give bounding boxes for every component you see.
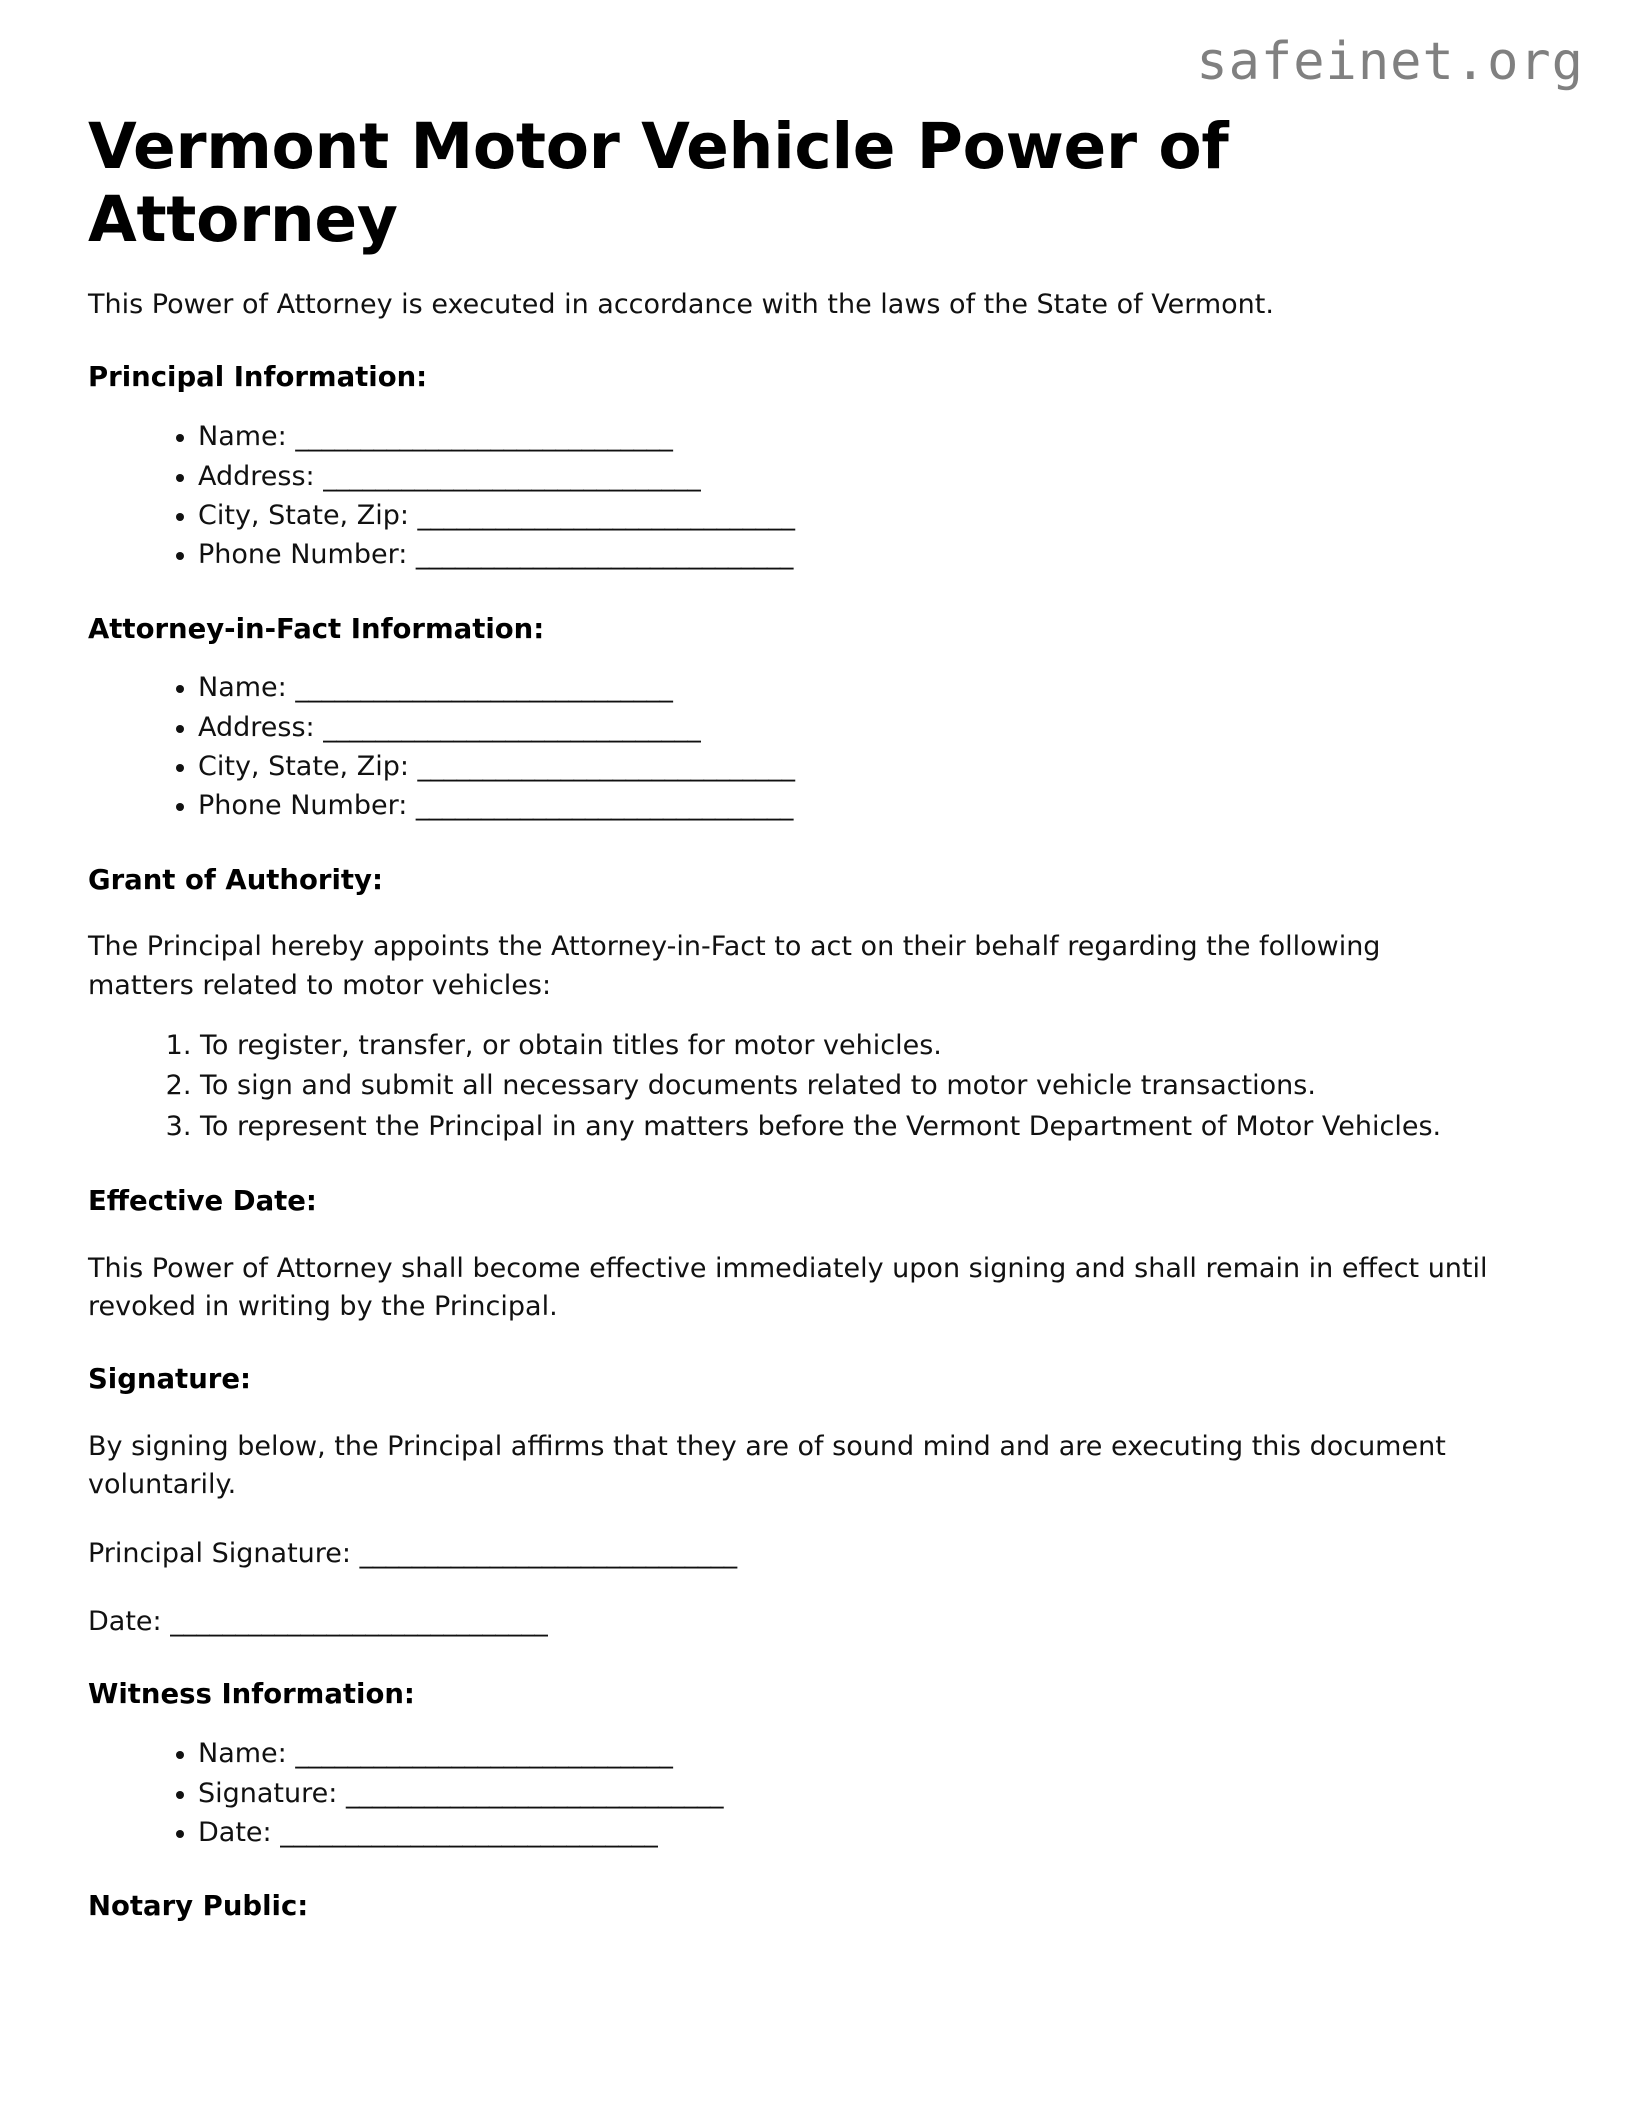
list-item (198, 1814, 1508, 1853)
list-item (198, 536, 1508, 575)
field-label: Principal Signature: (88, 1537, 351, 1569)
heading-principal-information: Principal Information: (88, 361, 428, 394)
field-label: City, State, Zip: (198, 499, 409, 531)
principal-field-list (88, 396, 1508, 575)
signature-body: By signing below, the Principal affirms that they are of sound mind and are executing this document voluntarily. (88, 1431, 1446, 1501)
heading-grant-of-authority: Grant of Authority: (88, 863, 383, 896)
field-label: Name: (198, 1738, 287, 1770)
field-label: Name: (198, 421, 287, 453)
list-item (198, 458, 1508, 497)
grant-of-authority-intro: The Principal hereby appoints the Attorney-in-Fact to act on their behalf regarding the following matters related to motor vehicles: (88, 931, 1381, 1001)
fill-in-blank[interactable]: _____________________________ (415, 790, 793, 822)
document-body (88, 0, 1508, 1925)
fill-in-blank[interactable]: _____________________________ (295, 672, 673, 704)
fill-in-blank[interactable]: _____________________________ (323, 711, 701, 743)
principal-date-row (88, 1573, 1508, 1641)
site-watermark: safeinet.org (1196, 32, 1584, 92)
list-item (198, 787, 1508, 826)
field-label: Date: (198, 1816, 272, 1848)
fill-in-blank[interactable]: _____________________________ (417, 750, 795, 782)
intro-paragraph: This Power of Attorney is executed in accordance with the laws of the State of Vermont. (88, 289, 1274, 321)
list-item (198, 1735, 1508, 1774)
fill-in-blank[interactable]: _____________________________ (359, 1537, 737, 1569)
list-item (198, 418, 1508, 457)
heading-attorney-in-fact-information: Attorney-in-Fact Information: (88, 612, 545, 645)
heading-witness-information: Witness Information: (88, 1678, 415, 1711)
fill-in-blank[interactable]: _____________________________ (417, 499, 795, 531)
fill-in-blank[interactable]: _____________________________ (295, 1738, 673, 1770)
fill-in-blank[interactable]: _____________________________ (295, 421, 673, 453)
heading-notary-public: Notary Public: (88, 1890, 309, 1923)
fill-in-blank[interactable]: _____________________________ (345, 1777, 723, 1809)
list-item (198, 709, 1508, 748)
list-item (198, 497, 1508, 536)
list-item: 1. To register, transfer, or obtain titles for motor vehicles. (200, 1027, 1508, 1067)
effective-date-body: This Power of Attorney shall become effective immediately upon signing and shall remain in effect until revoked in writing by the Principal. (88, 1252, 1488, 1323)
grant-of-authority-list (88, 1005, 1508, 1148)
fill-in-blank[interactable]: _____________________________ (323, 460, 701, 492)
list-item (198, 669, 1508, 708)
list-item (198, 748, 1508, 787)
page-title: Vermont Motor Vehicle Power of Attorney (88, 110, 1229, 257)
list-item (198, 1775, 1508, 1814)
heading-signature: Signature: (88, 1363, 251, 1396)
principal-signature-row (88, 1505, 1508, 1573)
field-label: Phone Number: (198, 790, 408, 822)
field-label: Name: (198, 672, 287, 704)
field-label: Signature: (198, 1777, 338, 1809)
attorney-in-fact-field-list (88, 647, 1508, 826)
field-label: Address: (198, 711, 315, 743)
fill-in-blank[interactable]: _____________________________ (280, 1816, 658, 1848)
list-item: 3. To represent the Principal in any matters before the Vermont Department of Motor Vehicles. (200, 1108, 1508, 1148)
field-label: Date: (88, 1606, 162, 1638)
field-label: Phone Number: (198, 539, 408, 571)
list-item: 2. To sign and submit all necessary documents related to motor vehicle transactions. (200, 1067, 1508, 1107)
heading-effective-date: Effective Date: (88, 1185, 317, 1217)
field-label: City, State, Zip: (198, 750, 409, 782)
fill-in-blank[interactable]: _____________________________ (415, 539, 793, 571)
fill-in-blank[interactable]: _____________________________ (170, 1606, 548, 1638)
field-label: Address: (198, 460, 315, 492)
witness-field-list (88, 1713, 1508, 1853)
